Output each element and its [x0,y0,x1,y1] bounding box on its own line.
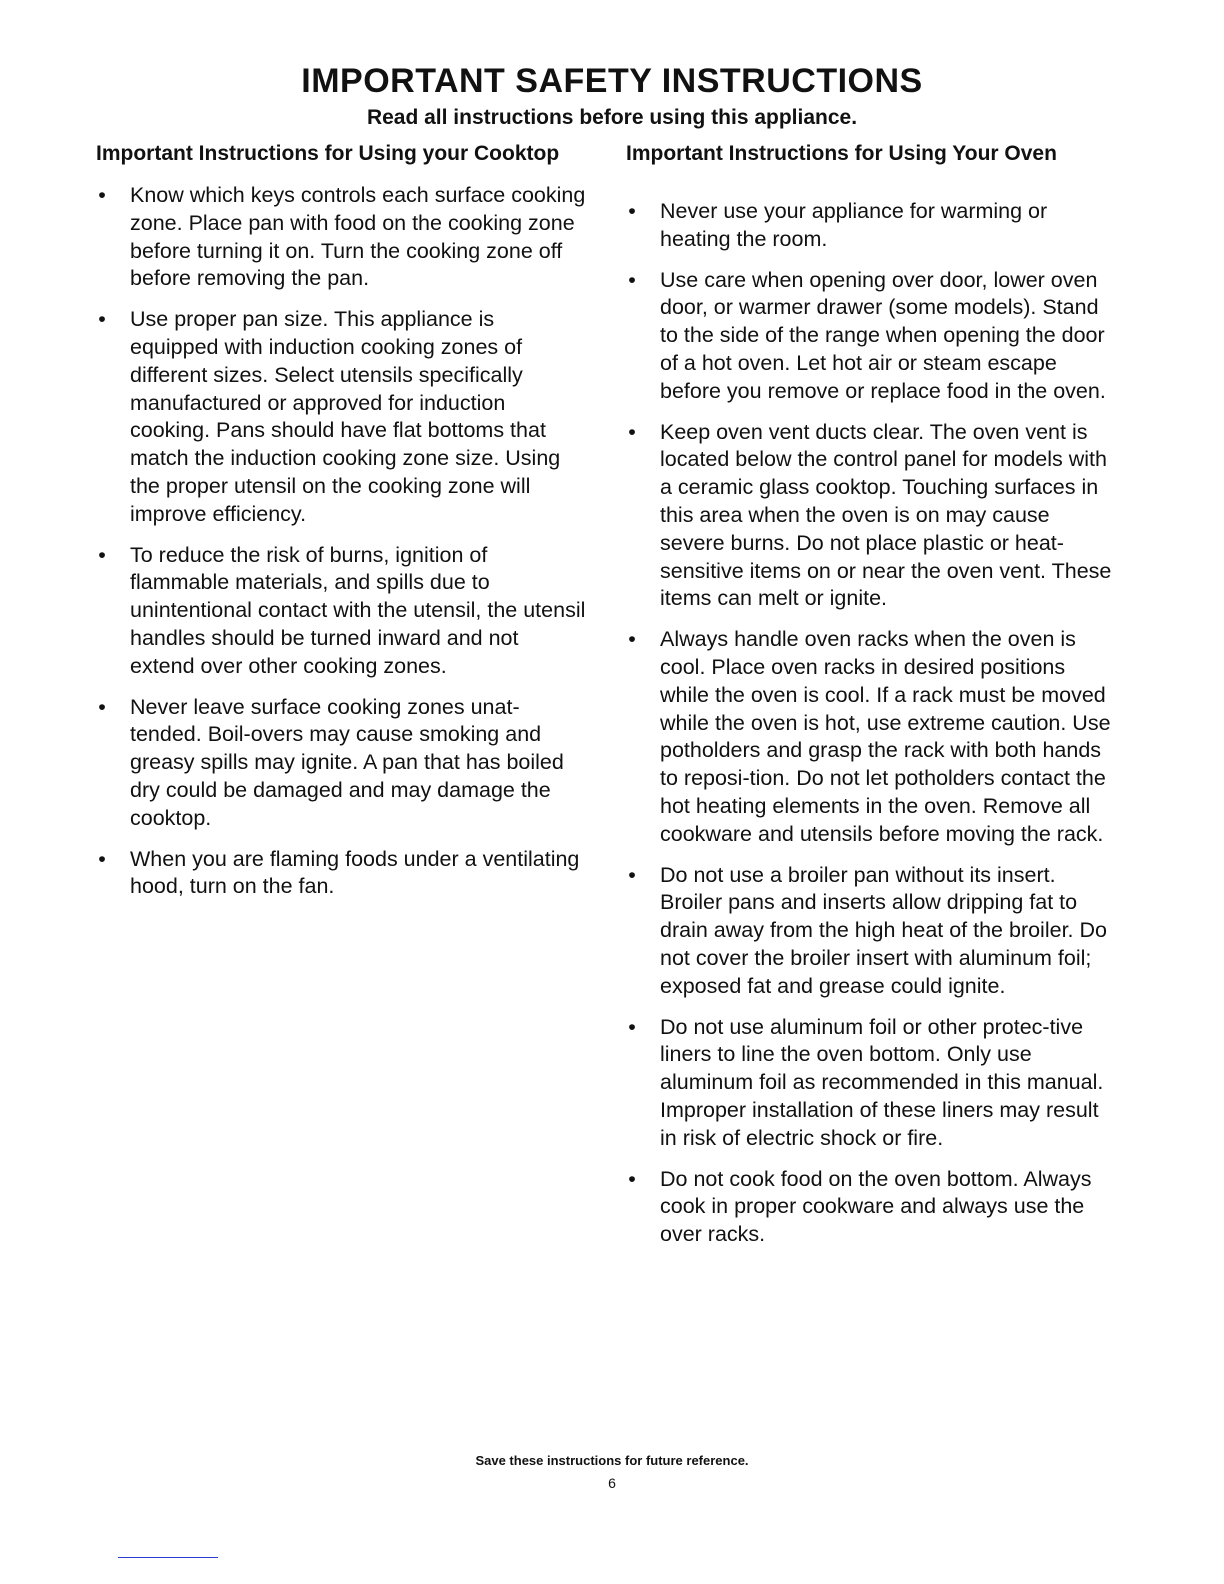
bullet-icon: • [628,627,636,652]
bullet-icon: • [628,199,636,223]
footer-note: Save these instructions for future reference. [475,1453,749,1468]
list-item [96,694,596,833]
list-item-text: Do not cook food on the oven bottom. Always cook in proper cookware and always use the over racks. [660,1166,1092,1247]
list-item [626,198,1126,254]
bullet-icon: • [628,1166,636,1191]
list-item-text: Never use your appliance for warming or heating the room. [660,199,1048,251]
list-item [96,542,596,681]
list-item-text: Do not use aluminum foil or other protec-tive liners to line the oven bottom. Only use aluminum foil as recommended in this manual. Improper installation of these liners may result in risk of electric shock or fire. [660,1014,1104,1150]
list-item-text: When you are flaming foods under a ventilating hood, turn on the fan. [130,846,580,899]
list-item-text: To reduce the risk of burns, ignition of flammable materials, and spills due to unintentional contact with the utensil, the utensil handles should be turned inward and not extend over other cooking zones. [130,542,586,678]
list-item-text: Always handle oven racks when the oven is cool. Place oven racks in desired positions while the oven is cool. If a rack must be moved while the oven is hot, use extreme caution. Use potholders and grasp the rack with both hands to reposi-tion. Do not let potholders contact the hot heating elements in the oven. Remove all cookware and utensils before moving the rack. [660,627,1111,846]
divider-line [118,1557,218,1558]
list-item [96,182,596,293]
bullet-icon: • [98,542,106,567]
list-item [626,862,1126,1001]
bullet-icon: • [628,1014,636,1039]
list-item [96,846,596,902]
page-subtitle: Read all instructions before using this appliance. [366,106,858,129]
bullet-icon: • [98,846,106,871]
page-number: 6 [608,1475,616,1491]
bullet-icon: • [98,694,106,719]
list-item [626,267,1126,406]
list-item-text: Use proper pan size. This appliance is equipped with induction cooking zones of different sizes. Select utensils specifically manufactured or approved for induction cooking. Pans should have flat bottoms that match the induction cooking zone size. Using the proper utensil on the cooking zone will improve efficiency. [130,307,561,526]
cooktop-instructions-section [96,140,596,914]
list-item [626,419,1126,614]
list-item [626,626,1126,848]
bullet-icon: • [98,183,106,207]
list-item [96,306,596,528]
bullet-icon: • [628,862,636,887]
list-item [626,1166,1126,1249]
cooktop-heading: Important Instructions for Using your Cooktop [96,142,560,165]
bullet-icon: • [98,307,106,332]
list-item-text: Never leave surface cooking zones unat-tended. Boil-overs may cause smoking and greasy spills may ignite. A pan that has boiled dry could be damaged and may damage the cooktop. [130,694,564,830]
list-item-text: Keep oven vent ducts clear. The oven vent is located below the control panel for models with a ceramic glass cooktop. Touching surfaces in this area when the oven is on may cause severe burns. Do not place plastic or heat-sensitive items on or near the oven vent. These items can melt or ignite. [660,419,1112,611]
bullet-icon: • [628,419,636,444]
cooktop-list [96,182,596,901]
list-item-text: Know which keys controls each surface cooking zone. Place pan with food on the cooking zone before turning it on. Turn the cooking zone off before removing the pan. [130,183,586,291]
list-item [626,1014,1126,1153]
page-title: IMPORTANT SAFETY INSTRUCTIONS [301,62,923,100]
oven-instructions-section [626,140,1126,1262]
oven-heading: Important Instructions for Using Your Oven [626,142,1057,165]
list-item-text: Do not use a broiler pan without its insert. Broiler pans and inserts allow dripping fat to drain away from the high heat of the broiler. Do not cover the broiler insert with aluminum foil; exposed fat and grease could ignite. [660,862,1107,998]
list-item-text: Use care when opening over door, lower oven door, or warmer drawer (some models). Stand to the side of the range when opening the door of a hot oven. Let hot air or steam escape before you remove or replace food in the oven. [660,267,1106,403]
oven-list [626,198,1126,1249]
bullet-icon: • [628,267,636,292]
